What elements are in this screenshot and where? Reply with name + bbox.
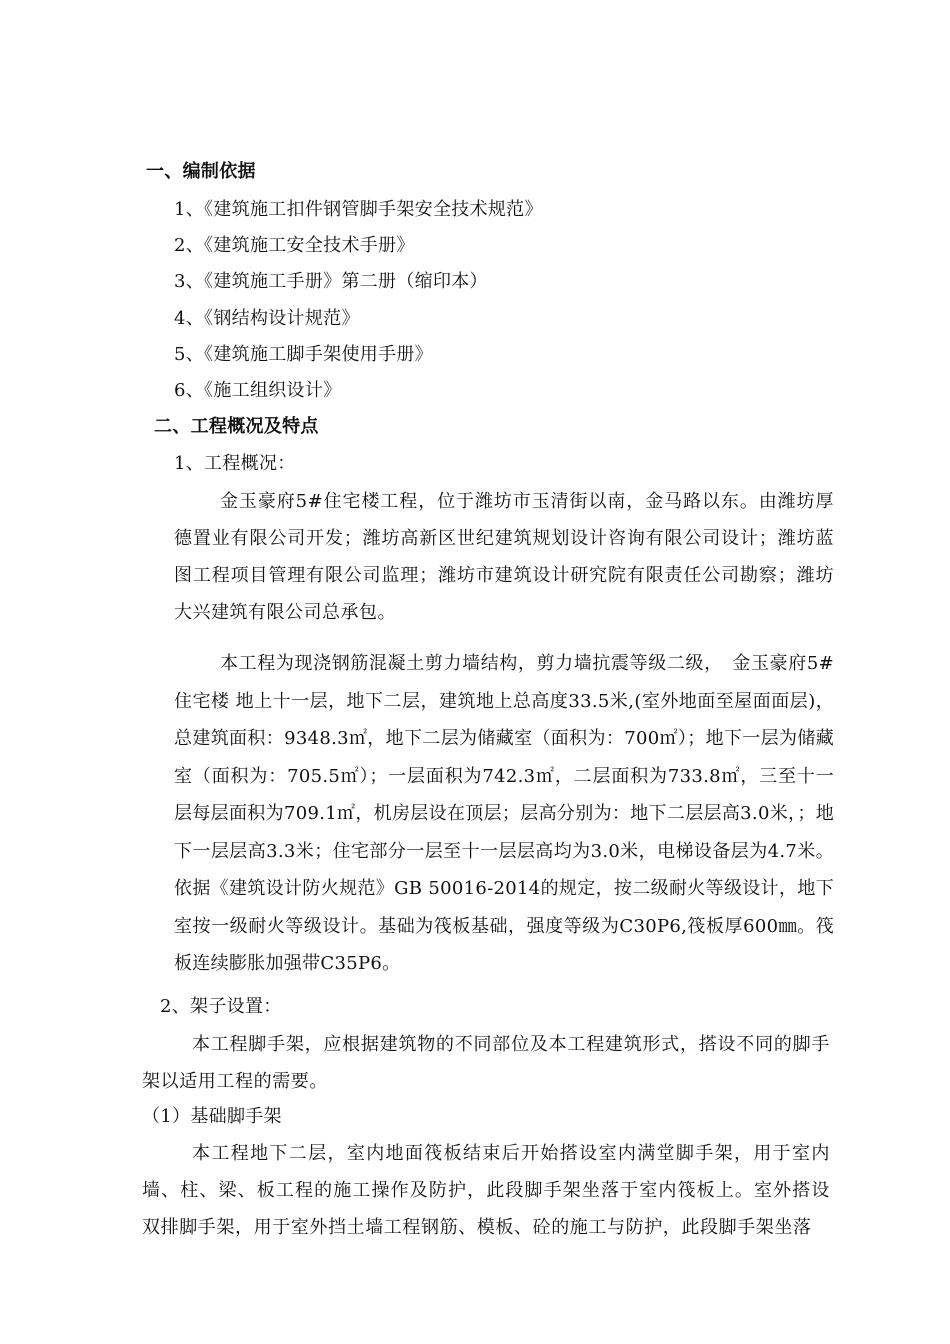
section1-title: 一、编制依据: [146, 161, 256, 182]
project-overview-paragraph-2: 本工程为现浇钢筋混凝土剪力墙结构，剪力墙抗震等级二级， 金玉豪府5#住宅楼 地上十一层，地下二层，建筑地上总高度33.5米,(室外地面至屋面面层)，总建筑面积：9348.3㎡，地下二层为储藏室（面积为：700㎡）；地下一层为储藏室（面积为：705.5㎡）；一层面积为742.3㎡，二层面积为733.8㎡，三至十一层每层面积为709.1㎡，机房层设在顶层；层高分别为：地下二层层高3.0米，；地下一层层高3.3米；住宅部分一层至十一层层高均为3.0米，电梯设备层为4.7米。依据《建筑设计防火规范》GB 50016-2014的规定，按二级耐火等级设计，地下室按一级耐火等级设计。基础为筏板基础，强度等级为C30P6,筏板厚600㎜。筏板连续膨胀加强带C35P6。: [174, 653, 835, 974]
scaffold-setup-paragraph: 本工程脚手架，应根据建筑物的不同部位及本工程建筑形式，搭设不同的脚手架以适用工程的需要。: [142, 1034, 830, 1092]
project-overview-title: 1、工程概况：: [174, 453, 296, 474]
foundation-scaffold-paragraph: 本工程地下二层，室内地面筏板结束后开始搭设室内满堂脚手架，用于室内墙、柱、梁、板工程的施工操作及防护，此段脚手架坐落于室内筏板上。室外搭设双排脚手架，用于室外挡土墙工程钢筋、模板、砼的施工与防护，此段脚手架坐落: [142, 1143, 830, 1238]
reference-item-3: 3、《建筑施工手册》第二册（缩印本）: [174, 271, 488, 292]
project-overview-paragraph-1: 金玉豪府5#住宅楼工程，位于潍坊市玉清街以南，金马路以东。由潍坊厚德置业有限公司开发；潍坊高新区世纪建筑规划设计咨询有限公司设计；潍坊蓝图工程项目管理有限公司监理；潍坊市建筑设计研究院有限责任公司勘察；潍坊大兴建筑有限公司总承包。: [174, 491, 834, 623]
foundation-scaffold-title: （1）基础脚手架: [142, 1106, 282, 1127]
scaffold-setup-title: 2、架子设置：: [160, 996, 282, 1017]
reference-item-6: 6、《施工组织设计》: [174, 380, 342, 401]
reference-item-1: 1、《建筑施工扣件钢管脚手架安全技术规范》: [174, 199, 543, 220]
reference-item-5: 5、《建筑施工脚手架使用手册》: [174, 344, 433, 365]
reference-item-2: 2、《建筑施工安全技术手册》: [174, 235, 415, 256]
reference-item-4: 4、《钢结构设计规范》: [174, 308, 360, 329]
section2-title: 二、工程概况及特点: [154, 416, 319, 437]
